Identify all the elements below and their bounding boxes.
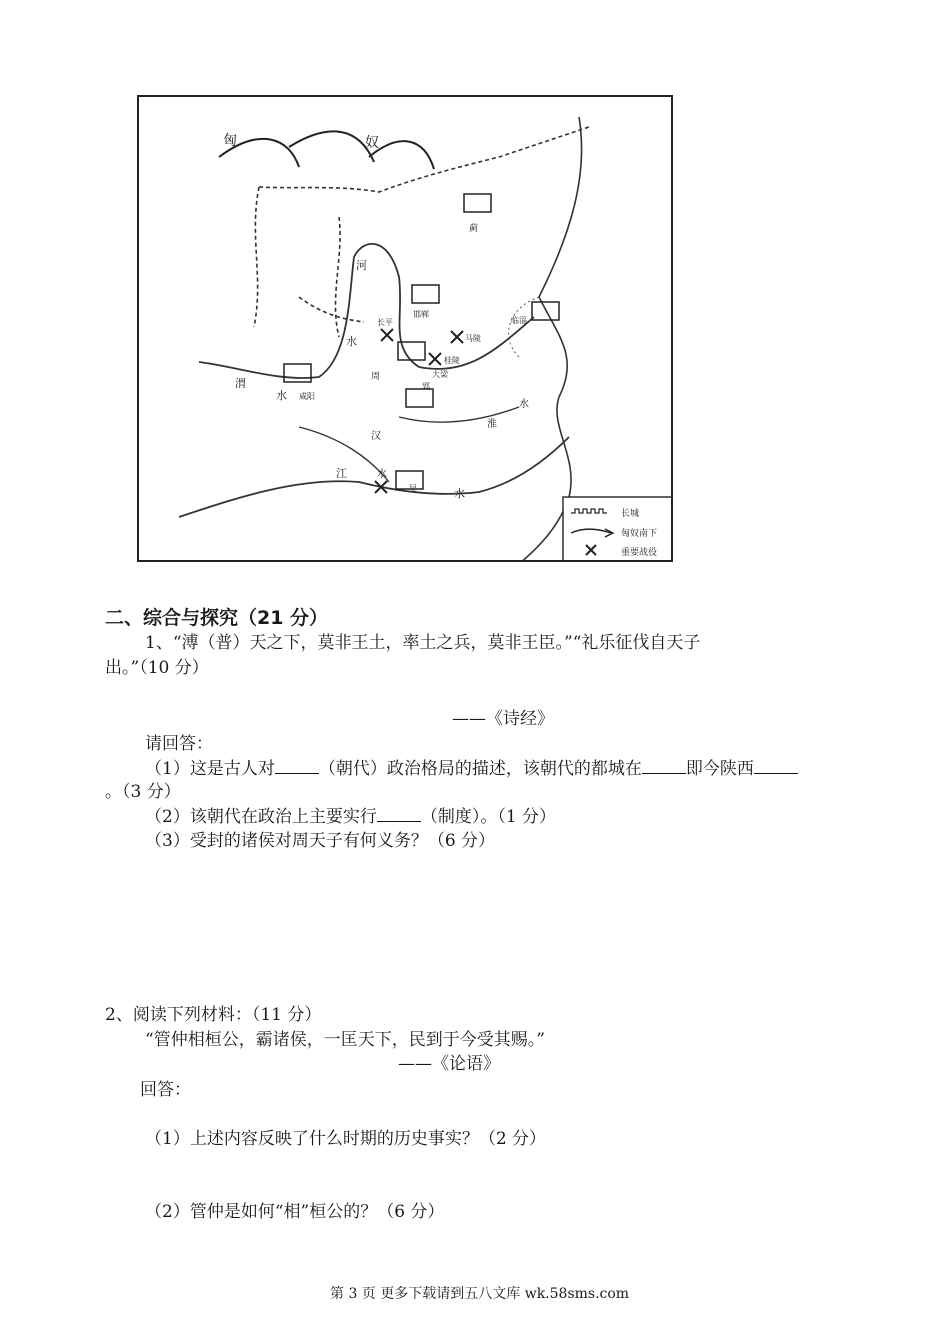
q2-title: 2、阅读下列材料：（11 分） — [105, 1005, 322, 1025]
label-river-han: 汉 — [371, 431, 381, 442]
legend-battle-label: 重要战役 — [621, 548, 658, 558]
answer-blank-capital[interactable] — [642, 757, 686, 774]
battle-mark-changping — [381, 329, 393, 341]
city-guiling: 桂陵 — [444, 356, 460, 365]
q1-sub2-part-b: （制度）。（1 分） — [420, 807, 557, 827]
coastline — [519, 117, 582, 562]
battle-mark-guiling — [429, 353, 441, 365]
answer-box-4 — [284, 364, 311, 382]
historical-map — [137, 95, 673, 562]
city-malin: 马陵 — [465, 334, 481, 343]
q1-sub2 — [145, 805, 556, 828]
bay-dotted — [509, 297, 539, 357]
q1-sub3: （3）受封的诸侯对周天子有何义务？（6 分） — [145, 831, 496, 851]
label-river-jiang: 江 — [336, 467, 347, 480]
label-river-shui2: 水 — [276, 389, 287, 402]
label-river-jiang-shui: 水 — [377, 469, 387, 480]
q1-sub1-part-b: （朝代）政治格局的描述，该朝代的都城在 — [318, 759, 642, 779]
answer-box-5 — [406, 389, 433, 407]
label-river-wei: 渭 — [235, 377, 246, 390]
label-river-shui4: 水 — [519, 399, 529, 410]
answer-blank-system[interactable] — [377, 805, 421, 822]
city-linzi: 临淄 — [511, 316, 527, 325]
q2-source: ——《论语》 — [398, 1054, 500, 1074]
section-heading: 二、综合与探究（21 分） — [105, 607, 329, 629]
label-river-shui: 水 — [346, 335, 357, 348]
great-wall-ordos — [299, 297, 364, 322]
label-xiongnu-1: 匈 — [223, 133, 237, 149]
yangtze-river — [179, 437, 569, 517]
q2-quote: “管仲相桓公，霸诸侯，一匡天下，民到于今受其赐。” — [145, 1030, 545, 1050]
answer-blank-location[interactable] — [754, 757, 798, 774]
label-river-shui3: 水 — [454, 487, 465, 500]
label-river-he: 河 — [356, 259, 367, 272]
answer-box-1 — [464, 194, 491, 212]
q2-prompt: 回答： — [140, 1080, 191, 1100]
great-wall-west — [254, 187, 259, 327]
q2-sub1: （1）上述内容反映了什么时期的历史事实？（2 分） — [145, 1129, 547, 1149]
legend-great-wall-label: 长城 — [621, 509, 640, 519]
city-wu: 吴 — [409, 484, 417, 493]
answer-blank-dynasty[interactable] — [275, 757, 319, 774]
q1-quote-line1: 1、“溥（普）天之下，莫非王土，率土之兵，莫非王臣。”“礼乐征伐自天子 — [145, 633, 701, 653]
q2-sub2: （2）管仲是如何“相”桓公的？（6 分） — [145, 1202, 445, 1222]
battle-mark-malin — [451, 331, 463, 343]
huai-river — [399, 407, 519, 422]
label-xiongnu-2: 奴 — [365, 135, 379, 151]
q1-sub1-tail: 。（3 分） — [105, 782, 181, 802]
city-xianyang: 咸阳 — [299, 392, 315, 401]
xiongnu-arrow-2 — [289, 131, 374, 162]
q1-sub2-part-a: （2）该朝代在政治上主要实行 — [145, 807, 377, 827]
city-daliang: 大梁 — [432, 370, 448, 379]
city-ji: 蓟 — [469, 224, 479, 234]
page-footer: 第 3 页 更多下载请到五八文库 wk.58sms.com — [330, 1286, 630, 1302]
city-handan: 邯郸 — [413, 310, 429, 319]
map-drawing — [139, 97, 673, 562]
legend-xiongnu-label: 匈奴南下 — [621, 529, 658, 539]
map-legend — [563, 497, 673, 562]
great-wall-inner — [335, 217, 340, 337]
q1-quote-line2: 出。”（10 分） — [105, 658, 209, 678]
q1-source: ——《诗经》 — [452, 709, 554, 729]
city-ying: 郢 — [422, 382, 430, 391]
city-changping: 长平 — [377, 318, 393, 327]
q1-sub1 — [145, 757, 798, 780]
city-zhou: 周 — [371, 372, 381, 382]
label-river-huai: 淮 — [487, 419, 497, 430]
answer-box-2 — [412, 285, 439, 303]
q1-prompt: 请回答： — [145, 734, 213, 754]
q1-sub1-part-a: （1）这是古人对 — [145, 759, 275, 779]
q1-sub1-part-c: 即今陕西 — [685, 759, 754, 779]
